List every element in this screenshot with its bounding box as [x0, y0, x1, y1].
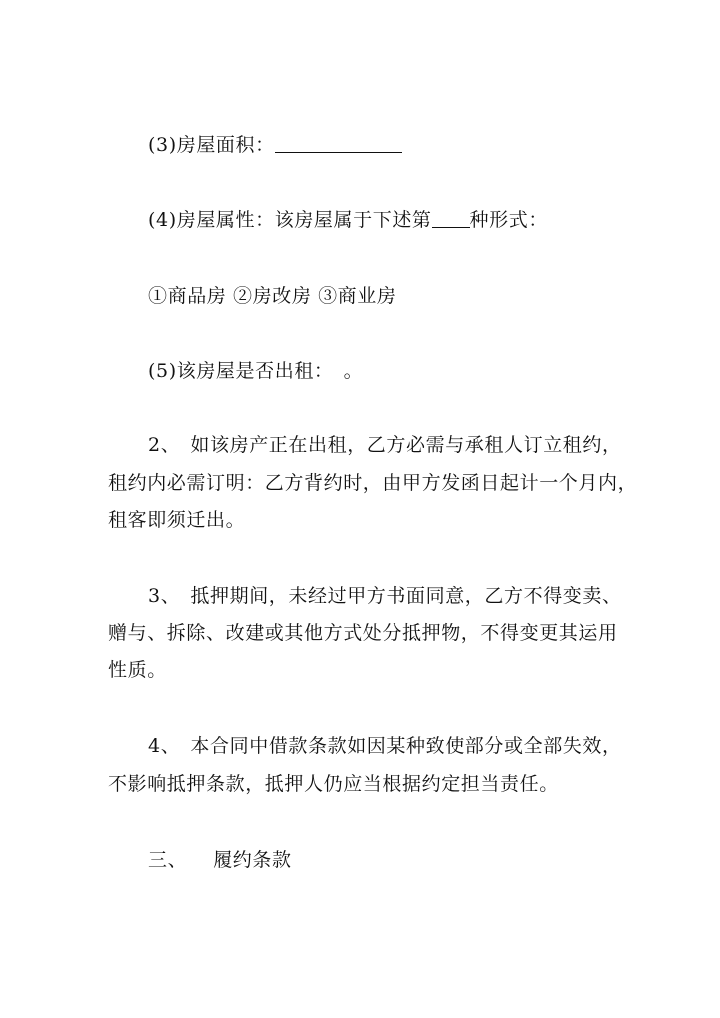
clause-2-line-3: 租客即须迁出。 [108, 509, 246, 531]
section-heading [148, 848, 292, 872]
clause-3-line-2: 赠与、拆除、改建或其他方式处分抵押物，不得变更其运用 [108, 622, 618, 644]
house-type-options: ①商品房 ②房改房 ③商业房 [148, 285, 397, 307]
house-type-blank [432, 209, 470, 228]
clause-3-line-1: 3、 抵押期间，未经过甲方书面同意，乙方不得变卖、 [148, 585, 622, 607]
section-title: 履约条款 [213, 849, 292, 871]
house-type-suffix: 种形式： [469, 209, 548, 231]
clause-2-line-1: 2、 如该房产正在出租，乙方必需与承租人订立租约， [148, 434, 622, 456]
rental-status-line: (5)该房屋是否出租： 。 [148, 360, 364, 382]
house-area-blank [275, 134, 402, 153]
house-type-label: (4)房屋属性：该房屋属于下述第 [148, 209, 432, 231]
clause-4-line-2: 不影响抵押条款，抵押人仍应当根据约定担当责任。 [108, 773, 559, 795]
clause-3-line-3: 性质。 [108, 659, 167, 681]
house-area-label: (3)房屋面积： [148, 134, 275, 156]
house-type-line [148, 208, 548, 232]
section-number: 三、 [148, 849, 188, 871]
clause-4-line-1: 4、 本合同中借款条款如因某种致使部分或全部失效， [148, 735, 622, 757]
clause-2-line-2: 租约内必需订明：乙方背约时，由甲方发函日起计一个月内， [108, 472, 638, 494]
house-area-line [148, 133, 402, 157]
